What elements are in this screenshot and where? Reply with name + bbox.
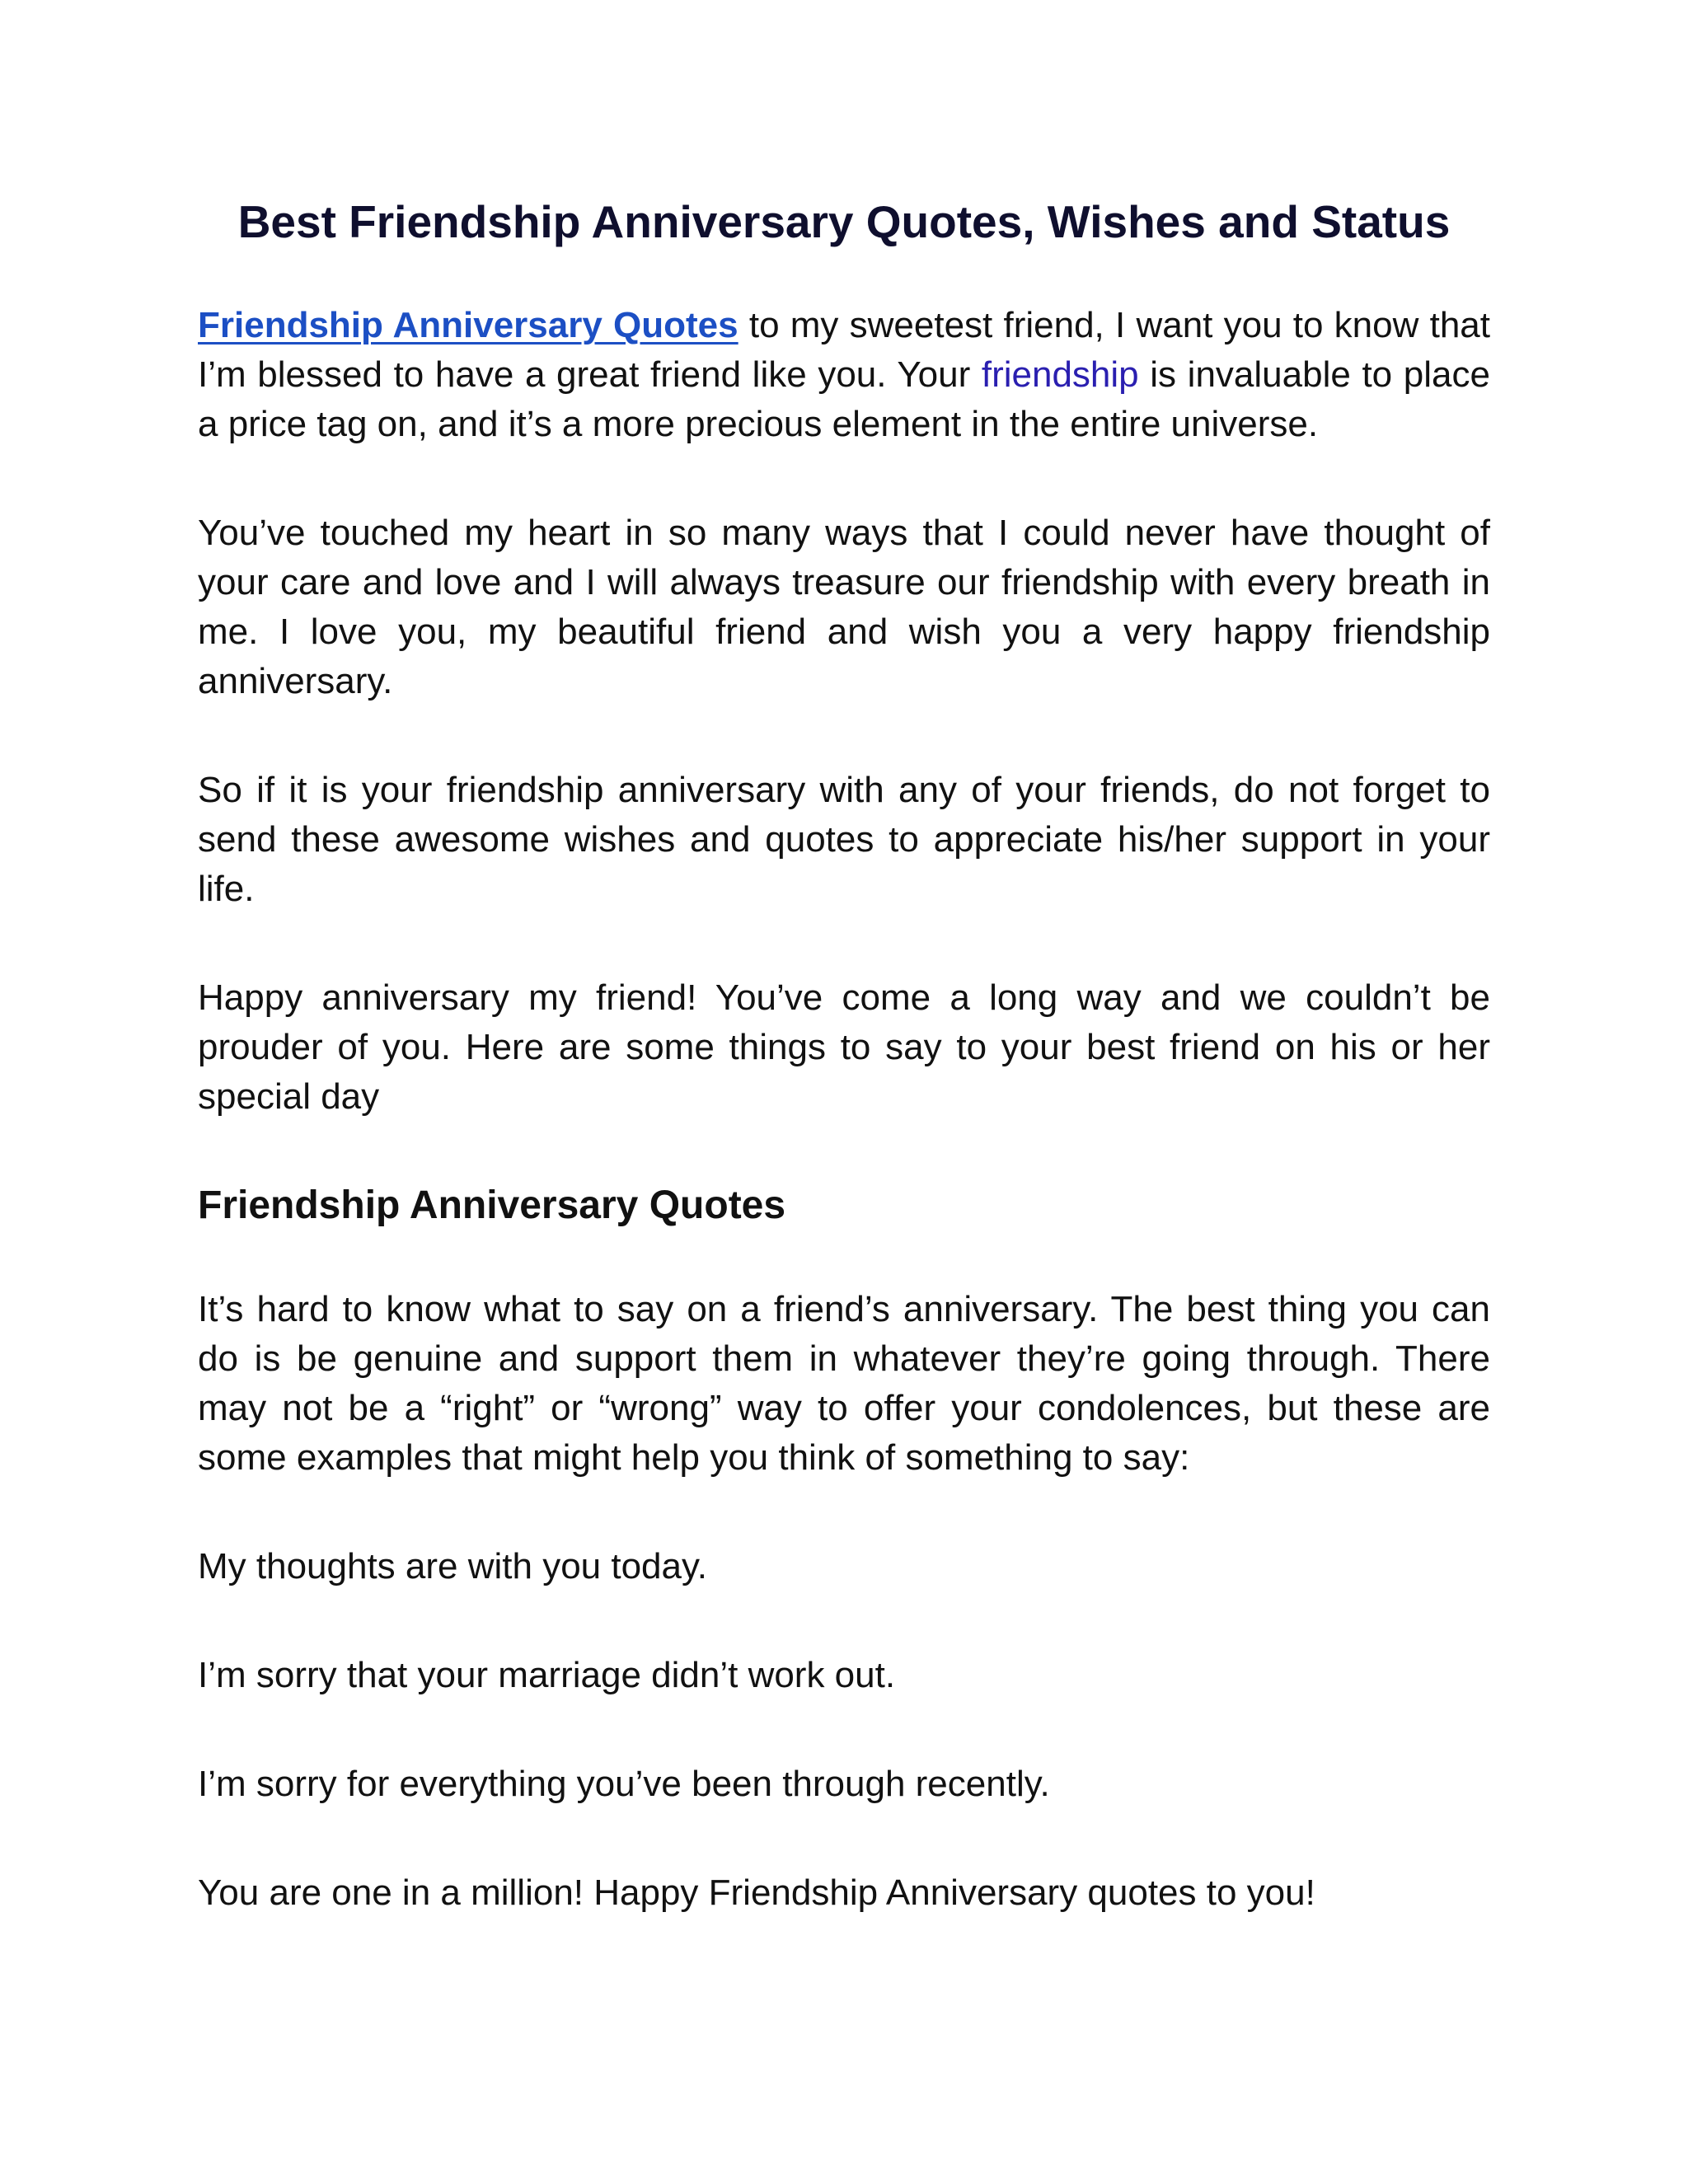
- quote-line: My thoughts are with you today.: [198, 1546, 707, 1586]
- paragraph-heart: You’ve touched my heart in so many ways that I could never have thought of your care and love and I will always treasure our friendship with every breath in me. I love you, my beautiful friend and wish you a very happy friendship anniversary.: [198, 513, 1490, 701]
- paragraph-send-wishes: So if it is your friendship anniversary with any of your friends, do not forget to send these awesome wishes and quotes to appreciate his/her support in your life.: [198, 770, 1490, 909]
- friendship-anniversary-quotes-link[interactable]: Friendship Anniversary Quotes: [198, 305, 738, 345]
- paragraph-happy-anniversary: Happy anniversary my friend! You’ve come a long way and we couldn’t be prouder of you. Here are some things to say to your best friend on his or her special day: [198, 977, 1490, 1117]
- section-intro-paragraph: It’s hard to know what to say on a friend’s anniversary. The best thing you can do is be genuine and support them in whatever they’re going through. There may not be a “right” or “wrong” way to offer your condolences, but these are some examples that might help you think of something to say:: [198, 1289, 1490, 1478]
- intro-text-part-1: to my sweetest friend, I want you to know that I’m blessed to have a great friend like you. Your: [198, 305, 1491, 395]
- quote-line: I’m sorry for everything you’ve been through recently.: [198, 1764, 1050, 1804]
- friendship-link[interactable]: friendship: [981, 354, 1139, 395]
- document-title: Best Friendship Anniversary Quotes, Wishes and Status: [237, 196, 1451, 247]
- intro-paragraph: [198, 301, 1490, 449]
- intro-text-part-2: is invaluable to place a price tag on, and it’s a more precious element in the entire universe.: [198, 354, 1490, 444]
- document-page: [198, 194, 1490, 1918]
- section-heading: Friendship Anniversary Quotes: [198, 1183, 786, 1227]
- quote-line: You are one in a million! Happy Friendship Anniversary quotes to you!: [198, 1872, 1315, 1913]
- quote-line: I’m sorry that your marriage didn’t work out.: [198, 1655, 896, 1695]
